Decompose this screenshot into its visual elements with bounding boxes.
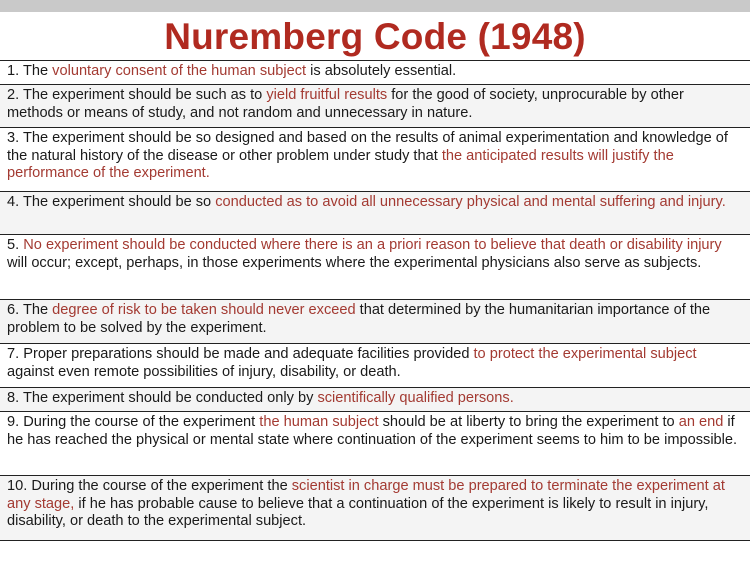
body-text: 9. During the course of the experiment [7,414,260,430]
highlighted-text: the human subject [259,414,379,430]
body-text: that determined by the humanitarian importance of the problem to be solved by the experiment. [7,302,711,336]
body-text: against even remote possibilities of injury, disability, or death. [7,363,401,380]
highlighted-text: yield fruitful results [266,87,388,103]
highlighted-text: an end [678,414,724,430]
highlighted-text: scientifically qualified persons. [317,390,514,406]
body-text: 3. The experiment should be so designed and based on the results of animal experimentation and knowledge of the natural history of the disease or other problem under study that [7,130,728,164]
principle-3 [0,127,750,191]
highlighted-text: scientist in charge must be prepared to terminate the experiment at any stage, [7,478,725,512]
principles-list [0,60,750,541]
highlighted-text: conducted as to avoid all unnecessary physical and mental suffering and injury. [215,194,726,210]
principle-2 [0,84,750,127]
body-text: is absolutely essential. [306,63,457,79]
body-text: 1. The [7,63,53,79]
body-text: if he has probable cause to believe that a continuation of the experiment is likely to result in injury, disability, or death to the experimental subject. [7,495,709,529]
top-bar [0,0,750,12]
highlighted-text: No experiment should be conducted where there is an a priori reason to believe that death or disability injury [23,237,722,253]
principle-4 [0,191,750,234]
highlighted-text: the anticipated results will justify the performance of the experiment. [7,147,674,181]
body-text: for the good of society, unprocurable by other methods or means of study, and not random and unnecessary in nature. [7,87,684,121]
principle-8 [0,387,750,411]
highlighted-text: degree of risk to be taken should never exceed [52,302,356,318]
body-text: will occur; except, perhaps, in those experiments where the experimental physicians also serve as subjects. [7,254,702,271]
body-text: should be at liberty to bring the experiment to [378,414,679,430]
body-text: 6. The [7,302,53,318]
body-text: if he has reached the physical or mental state where continuation of the experiment seems to him to be impossible. [7,414,738,448]
body-text: 2. The experiment should be such as to [7,87,267,103]
body-text: 7. Proper preparations should be made and adequate facilities provided [7,346,474,362]
highlighted-text: voluntary consent of the human subject [52,63,307,79]
body-text: 10. During the course of the experiment the [7,478,292,494]
principle-7 [0,343,750,387]
highlighted-text: to protect the experimental subject [473,346,697,362]
principle-10 [0,475,750,541]
principle-5 [0,234,750,299]
body-text: 5. [7,237,24,253]
principle-9 [0,411,750,475]
body-text: 4. The experiment should be so [7,194,216,210]
page-title: Nuremberg Code (1948) [164,16,586,57]
principle-6 [0,299,750,343]
body-text: 8. The experiment should be conducted only by [7,390,318,406]
principle-1 [0,60,750,84]
